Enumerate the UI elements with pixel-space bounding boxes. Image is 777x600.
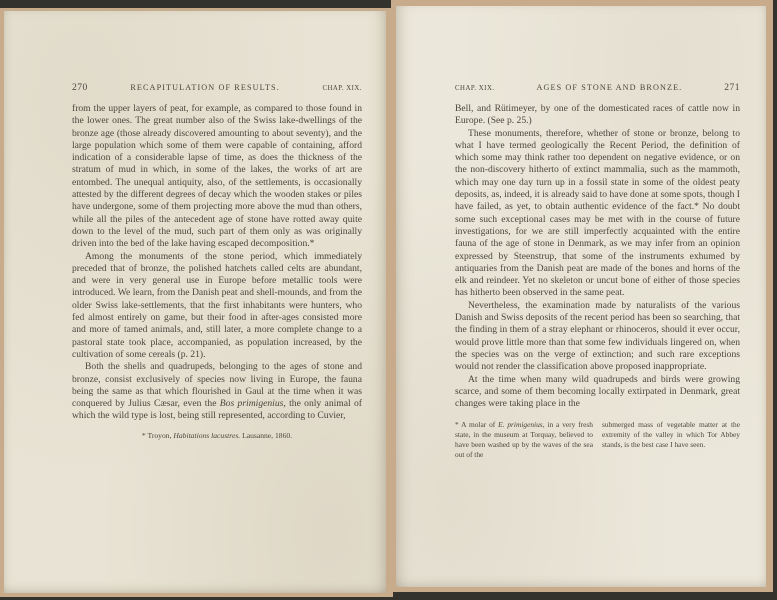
page-left (4, 11, 386, 593)
text-segment: Among the monuments of the stone period, which immediately preceded that of bronze, the polished hatchets called celts are abundant, and were in very general use in Europe before metallic tools were introduced. We learn, from the Danish peat and shell-mounds, and from the older Swiss lake-settlements, that the first inhabitants were hunters, who fed almost entirely on game, but their food in after-ages consisted more and more of tamed animals, and, still later, a more complete change to a pastoral state took place, accompanied, as population increased, by the cultivation of some cereals (p. 21). (72, 250, 362, 360)
text-segment: At the time when many wild quadrupeds and birds were growing scarce, and some of them becoming locally extirpated in Denmark, great changes were taking place in the (455, 373, 740, 410)
text-segment: These monuments, therefore, whether of stone or bronze, belong to what I have termed geologically the Recent Period, the definition of which some may think rather too dependent on negative evidence, or on the non-discovery hitherto of extinct mammalia, such as the mammoth, which may one day turn up in a fossil state in some of the oldest peaty deposits, as, indeed, it is already said to have done at some spots, though I have failed, as yet, to obtain authentic evidence of the fact.* No doubt some such exceptional cases may be met with in the course of future investigations, for we are still imperfectly acquainted with the entire fauna of the age of stone in Denmark, as we may infer from an opinion expressed by Steenstrup, that some of the instruments exhumed by antiquaries from the Danish peat are made of the bones and horns of the elk and reindeer. Yet no skeleton or uncut bone of either of those species has hitherto been observed in the same peat. (455, 127, 740, 299)
chapter-label-left: CHAP. XIX. (322, 85, 362, 92)
page-number-left: 270 (72, 83, 88, 93)
paragraph (72, 103, 362, 251)
running-title-right: AGES OF STONE AND BRONZE. (536, 83, 683, 92)
paragraph (72, 251, 362, 362)
page-body-right (455, 103, 740, 410)
paragraph (455, 374, 740, 411)
italic-text: Bos primigenius (219, 398, 284, 410)
text-segment: * A molar of (455, 420, 499, 430)
text-segment: from the upper layers of peat, for example, as compared to those found in the lower ones. The great number also of the Swiss lake-dwellings of the bronze age (those already discovered amounting to about seventy), and the large population which some of them were capable of containing, afford indication of a considerable lapse of time, as does the thickness of the stratum of mud in which, in some of the lakes, the works of art are entombed. The unequal antiquity, also, of the settlements, is occasionally attested by the different degrees of decay which the wooden stakes or piles have undergone, some of them projecting more above the mud than others, while all the piles of the antecedent age of stone have rotted away quite down to the level of the mud, such part of them only as was originally driven into the bed of the lake having escaped decomposition.* (72, 103, 362, 250)
footnote-column (602, 420, 740, 459)
text-segment: Lausanne, 1860. (240, 430, 293, 440)
paragraph (72, 361, 362, 422)
page-body-left (72, 103, 362, 423)
italic-text: Habitations lacustres. (173, 430, 241, 440)
running-title-left: RECAPITULATION OF RESULTS. (130, 83, 280, 92)
page-right (396, 6, 766, 587)
text-segment: Both the shells and quadrupeds, belonging to the ages of stone and bronze, consist exclusively of species now living in Europe, the fauna being the same as that which flourished in Gaul at the time when it was conquered by Julius Cæsar, even the (72, 361, 362, 410)
page-number-right: 271 (724, 83, 740, 93)
running-header-right (455, 83, 740, 93)
footnote-text (142, 431, 292, 440)
footnote-left (72, 431, 362, 441)
footnote-column (455, 420, 593, 459)
paragraph (455, 128, 740, 300)
footnote-right (455, 420, 740, 459)
text-segment: , the only animal of which the wild type is lost, being still represented, according to Cuvier, (72, 398, 362, 422)
paragraph (455, 300, 740, 374)
text-segment: Bell, and Rütimeyer, by one of the domesticated races of cattle now in Europe. (See p. 25.) (455, 103, 740, 127)
text-segment: Nevertheless, the examination made by naturalists of the various Danish and Swiss deposits of the recent period has been so searching, that the finding in them of a stray elephant or rhinoceros, should it ever occur, would prove little more than that some few individuals lingered on, when the species was on the verge of extinction; and such rare exceptions would not render the classification above proposed inappropriate. (455, 299, 740, 373)
text-segment: submerged mass of vegetable matter at the extremity of the valley in which Tor Abbey stands, is the best case I have seen. (602, 420, 740, 450)
italic-text: E. primigenius (498, 420, 543, 430)
running-header-left (72, 83, 362, 93)
paragraph (455, 103, 740, 128)
text-segment: , in a very fresh state, in the museum at Torquay, believed to have been washed up by the waves of the sea out of the (455, 420, 593, 459)
chapter-label-right: CHAP. XIX. (455, 85, 495, 92)
text-segment: * Troyon, (141, 430, 174, 440)
